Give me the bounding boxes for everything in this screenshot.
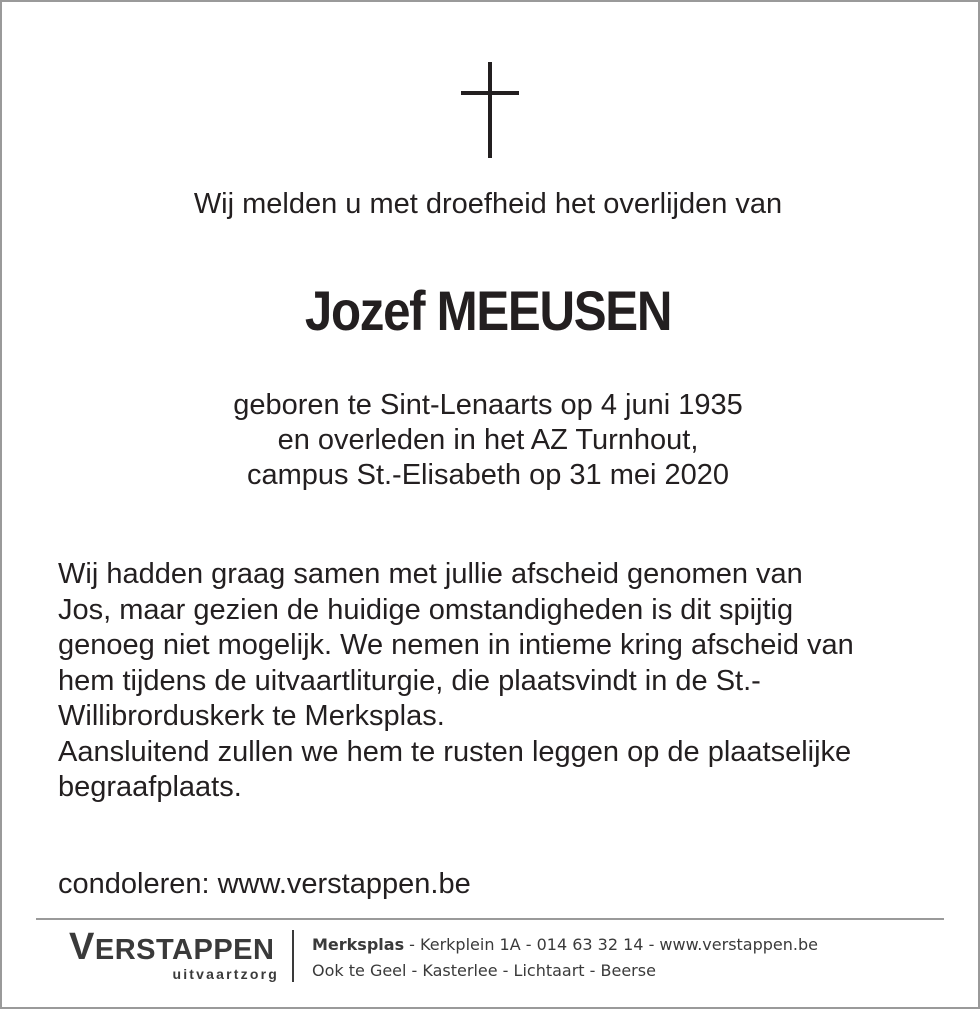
footer-contact	[312, 935, 818, 954]
logo-tagline: uitvaartzorg	[172, 966, 279, 982]
message-line: Jos, maar gezien de huidige omstandigheden is dit spijtig	[58, 593, 794, 626]
message-line: Willibrorduskerk te Merksplas.	[58, 700, 445, 732]
verstappen-logo	[69, 926, 281, 986]
message-line: begraafplaats.	[58, 771, 242, 803]
announcement-intro: Wij melden u met droefheid het overlijden van	[193, 188, 783, 220]
message-line: Wij hadden graag samen met jullie afscheid genomen van	[58, 558, 803, 590]
footer-location: Merksplas	[312, 935, 405, 954]
footer-contact-details: - Kerkplein 1A - 014 63 32 14 - www.verstappen.be	[404, 935, 818, 954]
logo-wordmark	[69, 926, 274, 969]
life-dates	[0, 388, 976, 493]
life-dates-line: campus St.-Elisabeth op 31 mei 2020	[247, 459, 729, 491]
funeral-message	[58, 557, 938, 806]
life-dates-line: en overleden in het AZ Turnhout,	[277, 424, 699, 456]
cross-icon	[461, 62, 519, 158]
logo-rest: ERSTAPPEN	[94, 934, 275, 966]
deceased-name: Jozef MEEUSEN	[304, 279, 672, 342]
footer-branches: Ook te Geel - Kasterlee - Lichtaart - Beerse	[312, 961, 656, 980]
condolences-link[interactable]: condoleren: www.verstappen.be	[58, 868, 471, 900]
message-line: Aansluitend zullen we hem te rusten leggen op de plaatselijke	[58, 735, 852, 768]
life-dates-line: geboren te Sint-Lenaarts op 4 juni 1935	[233, 389, 743, 421]
logo-initial: V	[69, 926, 95, 968]
footer-divider	[36, 918, 944, 920]
message-line: genoeg niet mogelijk. We nemen in intieme kring afscheid van	[58, 629, 854, 661]
message-line: hem tijdens de uitvaartliturgie, die plaatsvindt in de St.-	[58, 664, 761, 697]
footer-vertical-divider	[292, 930, 294, 982]
